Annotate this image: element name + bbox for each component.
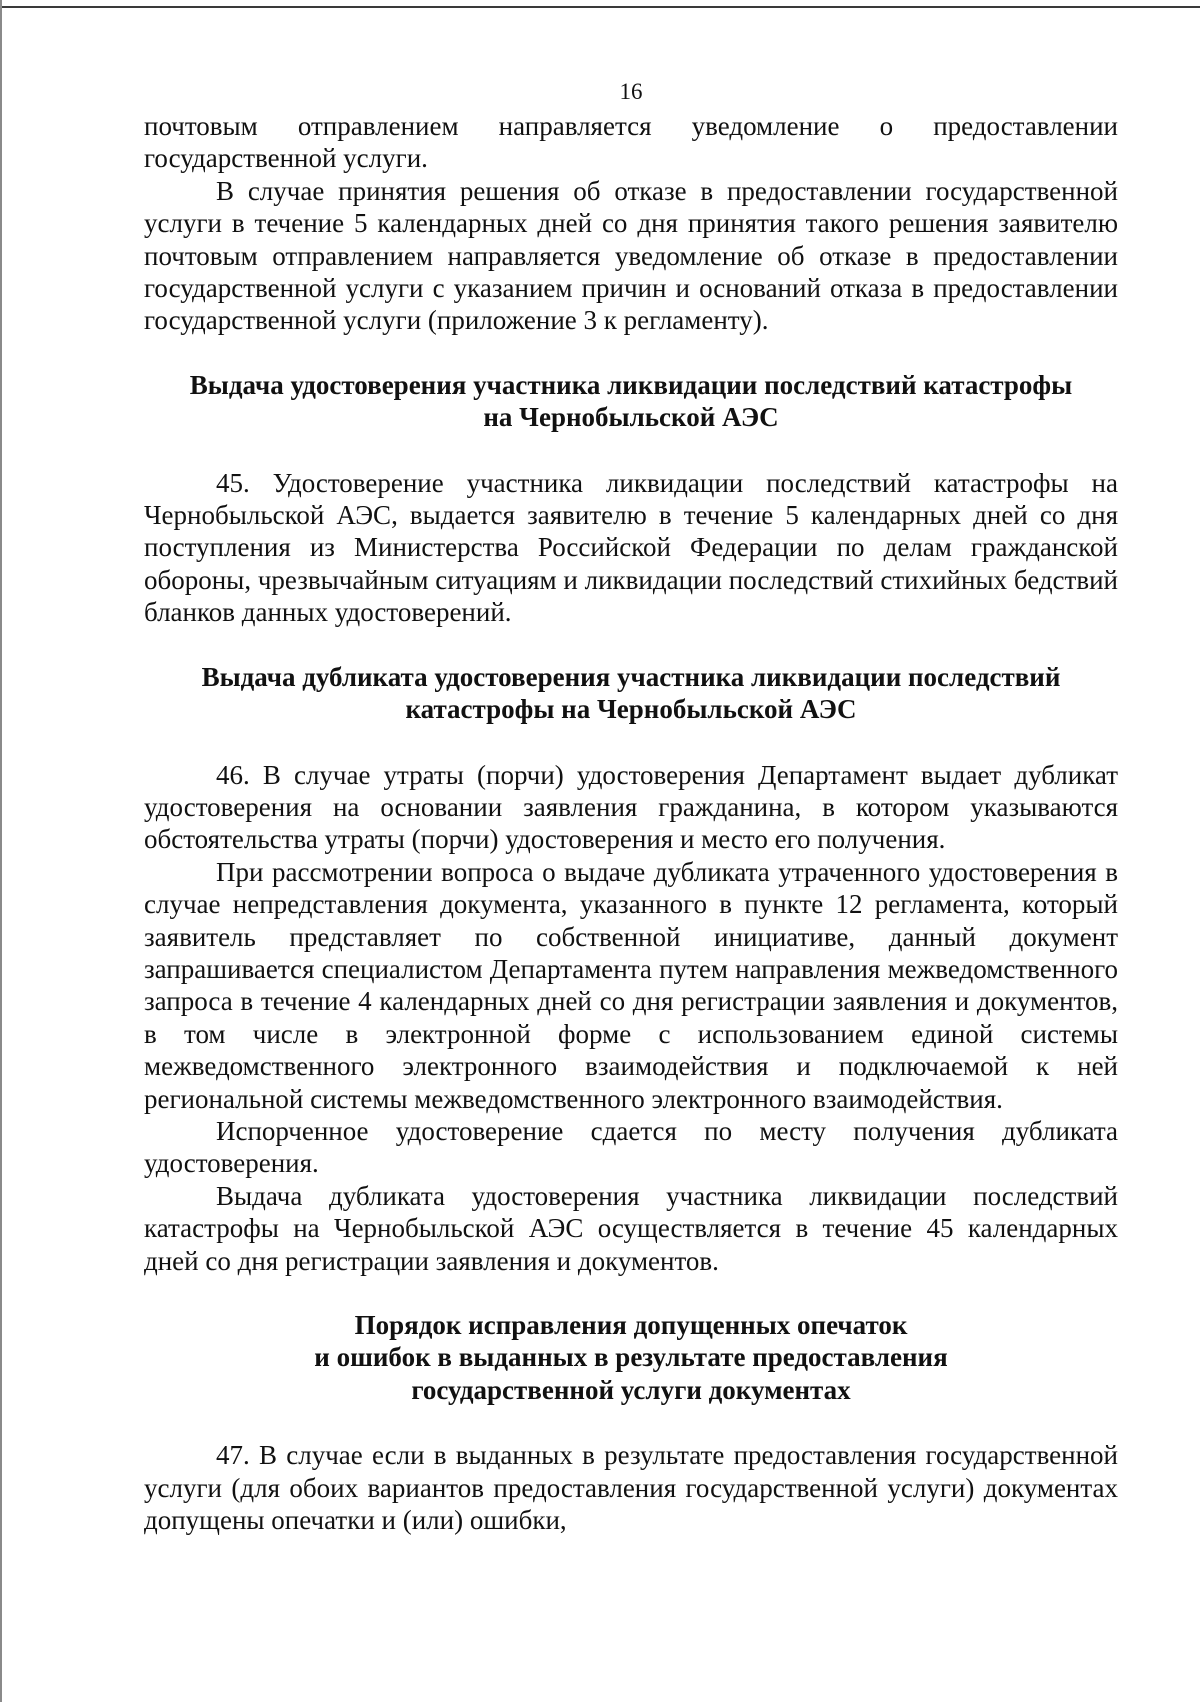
paragraph-notification-continued: почтовым отправлением направляется уведомление о предоставлении государственной услуги. bbox=[144, 111, 1118, 174]
heading-line: на Чернобыльской АЭС bbox=[483, 402, 779, 433]
paragraph-item-47: 47. В случае если в выданных в результате предоставления государственной услуги (для обоих вариантов предоставления государственной услуги) документах допущены опечатки и (или) ошибки, bbox=[144, 1440, 1118, 1536]
page-number: 16 bbox=[619, 79, 643, 104]
heading-line: Выдача дубликата удостоверения участника ликвидации последствий bbox=[201, 661, 1061, 692]
document-page bbox=[144, 76, 1118, 1536]
paragraph-interagency-request: При рассмотрении вопроса о выдаче дубликата утраченного удостоверения в случае непредставления документа, указанного в пункте 12 регламента, который заявитель представляет по собственной инициативе, данный документ запрашивается специалистом Департамента путем направления межведомственного запроса в течение 4 календарных дней со дня регистрации заявления и документов, в том числе в электронной форме с использованием единой системы межведомственного электронного взаимодействия и подключаемой к ней региональной системы межведомственного электронного взаимодействия. bbox=[144, 856, 1118, 1114]
paragraph-damaged-certificate: Испорченное удостоверение сдается по месту получения дубликата удостоверения. bbox=[144, 1115, 1118, 1179]
scan-left-edge bbox=[0, 0, 2, 1702]
heading-line: катастрофы на Чернобыльской АЭС bbox=[405, 694, 857, 725]
paragraph-refusal-notice: В случае принятия решения об отказе в предоставлении государственной услуги в течение 5 календарных дней со дня принятия такого решения заявителю почтовым отправлением направляется уведомление об отказе в предоставлении государственной услуги с указанием причин и оснований отказа в предоставлении государственной услуги (приложение 3 к регламенту). bbox=[144, 175, 1118, 336]
section-heading-certificate-issuance bbox=[144, 369, 1118, 434]
section-heading-error-correction bbox=[144, 1309, 1118, 1406]
heading-line: государственной услуги документах bbox=[411, 1374, 851, 1405]
paragraph-item-45: 45. Удостоверение участника ликвидации последствий катастрофы на Чернобыльской АЭС, выдается заявителю в течение 5 календарных дней со дня поступления из Министерства Российской Федерации по делам гражданской обороны, чрезвычайным ситуациям и ликвидации последствий стихийных бедствий бланков данных удостоверений. bbox=[144, 467, 1118, 628]
paragraph-duplicate-deadline: Выдача дубликата удостоверения участника ликвидации последствий катастрофы на Чернобыльской АЭС осуществляется в течение 45 календарных дней со дня регистрации заявления и документов. bbox=[144, 1180, 1118, 1276]
heading-line: и ошибок в выданных в результате предоставления bbox=[314, 1342, 948, 1373]
scan-top-edge bbox=[0, 6, 1200, 8]
heading-line: Выдача удостоверения участника ликвидации последствий катастрофы bbox=[189, 369, 1073, 400]
paragraph-item-46: 46. В случае утраты (порчи) удостоверения Департамент выдает дубликат удостоверения на основании заявления гражданина, в котором указываются обстоятельства утраты (порчи) удостоверения и место его получения. bbox=[144, 759, 1118, 855]
section-heading-duplicate-issuance bbox=[144, 661, 1118, 726]
heading-line: Порядок исправления допущенных опечаток bbox=[354, 1310, 908, 1340]
